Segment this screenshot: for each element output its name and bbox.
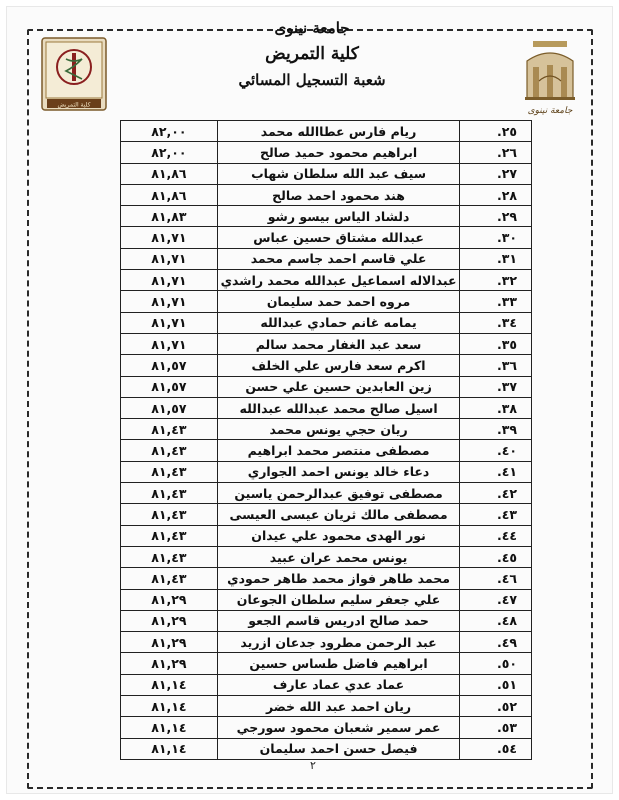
table-row (121, 397, 532, 418)
row-number: ٤٣. (460, 504, 532, 525)
row-number: ٤٤. (460, 525, 532, 546)
table-row (121, 184, 532, 205)
student-score: ٨١,٢٩ (121, 653, 218, 674)
student-name: حمد صالح ادريس قاسم الجعو (217, 610, 460, 631)
student-name: سيف عبد الله سلطان شهاب (217, 163, 460, 184)
college-logo-caption: كلية التمريض (57, 101, 91, 109)
row-number: ٣٤. (460, 312, 532, 333)
student-name: يونس محمد عران عبيد (217, 546, 460, 567)
row-number: ٤١. (460, 461, 532, 482)
student-score: ٨١,٥٧ (121, 355, 218, 376)
table-row (121, 589, 532, 610)
table-row (121, 440, 532, 461)
student-name: عماد عدي عماد عارف (217, 674, 460, 695)
student-name: اكرم سعد فارس علي الخلف (217, 355, 460, 376)
row-number: ٤٠. (460, 440, 532, 461)
row-number: ٣٦. (460, 355, 532, 376)
student-score: ٨١,٧١ (121, 312, 218, 333)
table-row (121, 504, 532, 525)
student-name: عمر سمير شعبان محمود سورجي (217, 717, 460, 738)
student-name: مصطفى توفيق عبدالرحمن ياسين (217, 483, 460, 504)
student-score: ٨١,١٤ (121, 696, 218, 717)
student-name: عبدالله مشتاق حسين عباس (217, 227, 460, 248)
table-row (121, 525, 532, 546)
student-score: ٨١,٢٩ (121, 610, 218, 631)
student-name: علي جعفر سليم سلطان الجوعان (217, 589, 460, 610)
student-name: دلشاد الياس بيسو رشو (217, 206, 460, 227)
student-name: فيصل حسن احمد سليمان (217, 738, 460, 759)
student-name: زين العابدين حسين علي حسن (217, 376, 460, 397)
table-row (121, 227, 532, 248)
row-number: ٤٢. (460, 483, 532, 504)
university-logo-caption: جامعة نينوى (527, 106, 573, 116)
student-score: ٨٢,٠٠ (121, 121, 218, 142)
table-row (121, 738, 532, 759)
table-row (121, 312, 532, 333)
row-number: ٤٩. (460, 632, 532, 653)
table-row (121, 142, 532, 163)
table-row (121, 696, 532, 717)
table-row (121, 291, 532, 312)
table-row (121, 483, 532, 504)
row-number: ٤٧. (460, 589, 532, 610)
student-name: مصطفى مالك ثريان عيسى العيسى (217, 504, 460, 525)
department-name: شعبة التسجيل المسائي (238, 71, 386, 89)
row-number: ٥٠. (460, 653, 532, 674)
student-name: ابراهيم فاضل طساس حسين (217, 653, 460, 674)
student-score: ٨١,٥٧ (121, 397, 218, 418)
row-number: ٣٢. (460, 270, 532, 291)
table-row (121, 270, 532, 291)
student-score: ٨١,٤٣ (121, 546, 218, 567)
student-score: ٨١,٤٣ (121, 525, 218, 546)
table-row (121, 461, 532, 482)
student-score: ٨١,٧١ (121, 333, 218, 354)
student-score: ٨١,٤٣ (121, 440, 218, 461)
row-number: ٣٣. (460, 291, 532, 312)
college-logo (41, 37, 107, 111)
row-number: ٣٧. (460, 376, 532, 397)
table-row (121, 376, 532, 397)
row-number: ٥٣. (460, 717, 532, 738)
student-score: ٨١,٤٣ (121, 483, 218, 504)
student-score: ٨١,٧١ (121, 227, 218, 248)
college-name: كلية التمريض (265, 44, 359, 64)
student-name: سعد عبد الغفار محمد سالم (217, 333, 460, 354)
table-row (121, 121, 532, 142)
student-name: علي قاسم احمد جاسم محمد (217, 248, 460, 269)
header-titles (167, 15, 457, 93)
table-row (121, 610, 532, 631)
row-number: ٤٨. (460, 610, 532, 631)
student-score: ٨١,٥٧ (121, 376, 218, 397)
row-number: ٣٩. (460, 419, 532, 440)
row-number: ٤٥. (460, 546, 532, 567)
student-score: ٨١,٤٣ (121, 504, 218, 525)
student-name: محمد طاهر فواز محمد طاهر حمودي (217, 568, 460, 589)
university-logo (519, 37, 581, 119)
document-header (7, 7, 612, 119)
row-number: ٤٦. (460, 568, 532, 589)
student-score: ٨١,٧١ (121, 248, 218, 269)
row-number: ٥٢. (460, 696, 532, 717)
student-score: ٨١,٨٣ (121, 206, 218, 227)
student-score: ٨١,٢٩ (121, 589, 218, 610)
row-number: ٣١. (460, 248, 532, 269)
student-name: مروه احمد حمد سليمان (217, 291, 460, 312)
student-name: مصطفى منتصر محمد ابراهيم (217, 440, 460, 461)
student-score: ٨١,٧١ (121, 270, 218, 291)
student-name: ريام فارس عطاالله محمد (217, 121, 460, 142)
row-number: ٢٧. (460, 163, 532, 184)
student-name: هند محمود احمد صالح (217, 184, 460, 205)
student-score: ٨١,١٤ (121, 717, 218, 738)
student-score: ٨١,٤٣ (121, 419, 218, 440)
student-name: دعاء خالد يونس احمد الجواري (217, 461, 460, 482)
row-number: ٢٨. (460, 184, 532, 205)
table-row (121, 653, 532, 674)
student-score: ٨٢,٠٠ (121, 142, 218, 163)
student-name: يمامه غانم حمادي عبدالله (217, 312, 460, 333)
table-row (121, 206, 532, 227)
student-score: ٨١,٤٣ (121, 461, 218, 482)
row-number: ٢٦. (460, 142, 532, 163)
student-name: عبدالاله اسماعيل عبدالله محمد راشدي (217, 270, 460, 291)
table-row (121, 632, 532, 653)
student-name: ريان احمد عبد الله خضر (217, 696, 460, 717)
student-name: نور الهدى محمود علي عيدان (217, 525, 460, 546)
table-row (121, 674, 532, 695)
student-score: ٨١,١٤ (121, 738, 218, 759)
results-table (120, 120, 532, 760)
student-score: ٨١,٨٦ (121, 163, 218, 184)
student-score: ٨١,٤٣ (121, 568, 218, 589)
student-score: ٨١,٨٦ (121, 184, 218, 205)
document-page (6, 6, 613, 794)
table-row (121, 568, 532, 589)
student-score: ٨١,٧١ (121, 291, 218, 312)
student-name: عبد الرحمن مطرود جدعان ازريد (217, 632, 460, 653)
student-name: ريان حجي يونس محمد (217, 419, 460, 440)
row-number: ٣٠. (460, 227, 532, 248)
table-row (121, 163, 532, 184)
student-name: اسيل صالح محمد عبدالله عبدالله (217, 397, 460, 418)
row-number: ٣٥. (460, 333, 532, 354)
table-row (121, 546, 532, 567)
table-row (121, 248, 532, 269)
row-number: ٥٤. (460, 738, 532, 759)
table-row (121, 355, 532, 376)
row-number: ٢٩. (460, 206, 532, 227)
table-row (121, 717, 532, 738)
row-number: ٣٨. (460, 397, 532, 418)
row-number: ٥١. (460, 674, 532, 695)
row-number: ٢٥. (460, 121, 532, 142)
page-number: ٢ (310, 759, 316, 772)
student-name: ابراهيم محمود حميد صالح (217, 142, 460, 163)
university-name: جامعة نينوى (274, 19, 350, 37)
table-row (121, 419, 532, 440)
student-score: ٨١,١٤ (121, 674, 218, 695)
table-row (121, 333, 532, 354)
student-score: ٨١,٢٩ (121, 632, 218, 653)
